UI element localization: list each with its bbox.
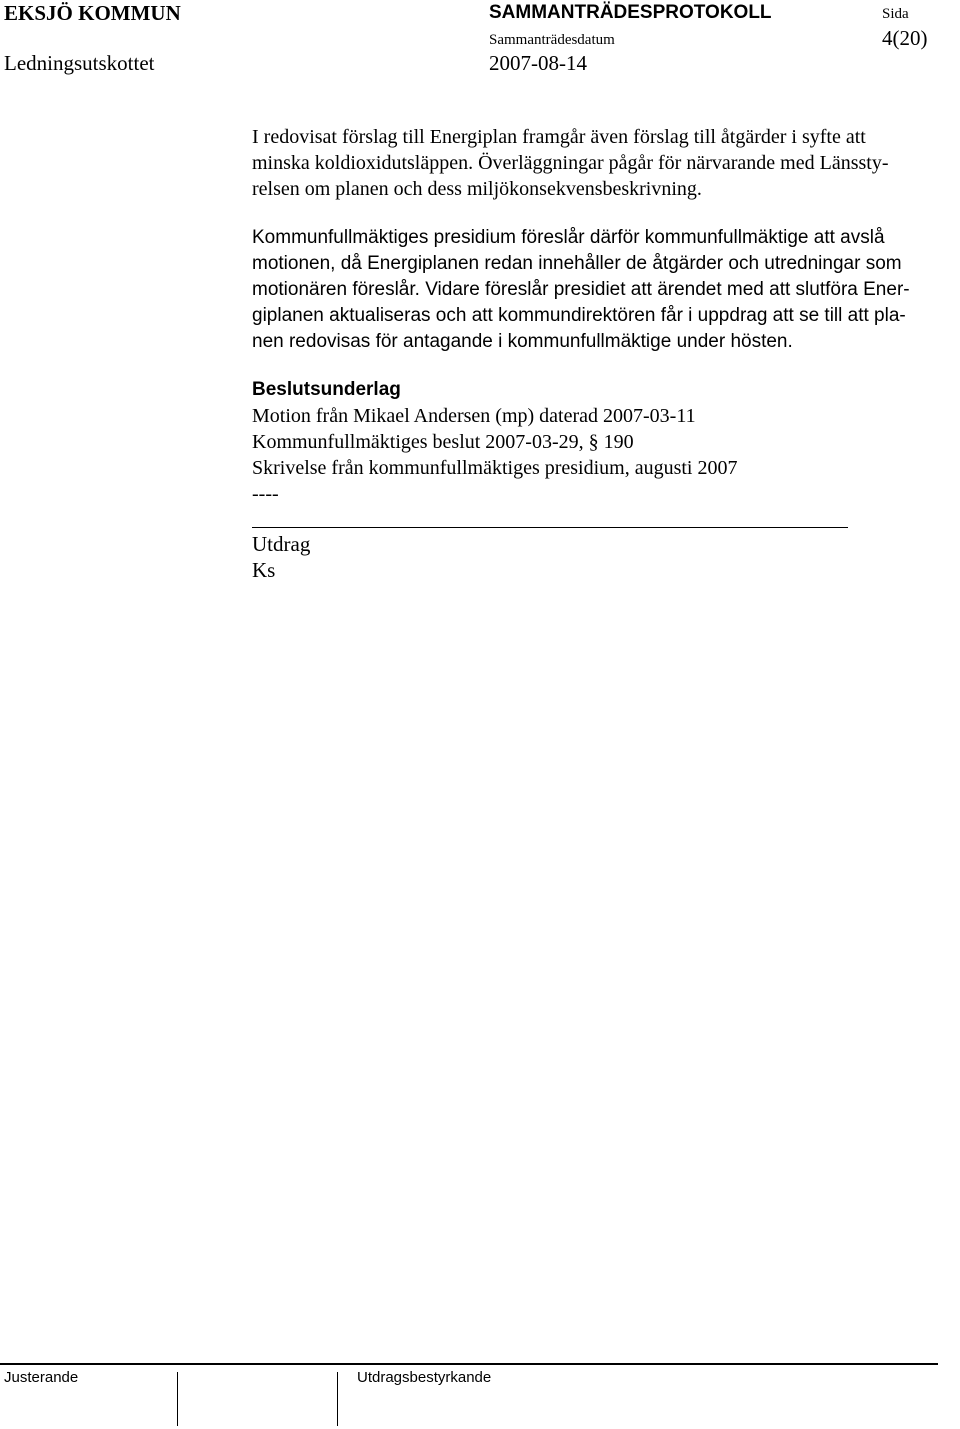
page-number: 4(20) [882,26,928,50]
distribution-item: Ks [252,558,276,582]
footer-divider [0,1363,938,1365]
decision-basis-item: Skrivelse från kommunfullmäktiges presidium, augusti 2007 [252,457,738,479]
distribution-item: Utdrag [252,532,311,556]
paragraph-line: giplanen aktualiseras och att kommundirektören får i uppdrag att se till att pla- [252,305,906,326]
paragraph-proposal [252,225,952,355]
document-type: SAMMANTRÄDESPROTOKOLL [489,2,772,23]
distribution-list [252,531,310,583]
paragraph-line: motionären föreslår. Vidare föreslår presidiet att ärendet med att slutföra Ener- [252,279,910,300]
org-name: EKSJÖ KOMMUN [4,1,181,25]
decision-basis-item: ---- [252,483,279,505]
paragraph-line: relsen om planen och dess miljökonsekvensbeskrivning. [252,178,702,200]
page-label: Sida [882,6,909,22]
decision-basis-item: Motion från Mikael Andersen (mp) daterad 2007-03-11 [252,405,696,427]
paragraph-energy-plan [252,124,952,202]
paragraph-line: I redovisat förslag till Energiplan framgår även förslag till åtgärder i syfte att [252,126,866,148]
section-divider [252,527,848,528]
paragraph-line: nen redovisas för antagande i kommunfullmäktige under hösten. [252,331,793,352]
decision-basis-section [252,377,952,507]
paragraph-line: minska koldioxidutsläppen. Överläggningar pågår för närvarande med Länssty- [252,152,889,174]
meeting-date-label: Sammanträdesdatum [489,32,615,48]
decision-basis-item: Kommunfullmäktiges beslut 2007-03-29, § 190 [252,431,634,453]
decision-basis-heading: Beslutsunderlag [252,379,401,400]
paragraph-line: Kommunfullmäktiges presidium föreslår därför kommunfullmäktige att avslå [252,227,885,248]
committee-name: Ledningsutskottet [4,51,155,75]
footer-justifier-label: Justerande [4,1369,79,1386]
footer-signature-box-separator [337,1372,338,1426]
footer-extract-certifier-label: Utdragsbestyrkande [357,1369,492,1386]
meeting-date: 2007-08-14 [489,51,587,75]
footer-signature-box-separator [177,1372,178,1426]
paragraph-line: motionen, då Energiplanen redan innehåller de åtgärder och utredningar som [252,253,902,274]
